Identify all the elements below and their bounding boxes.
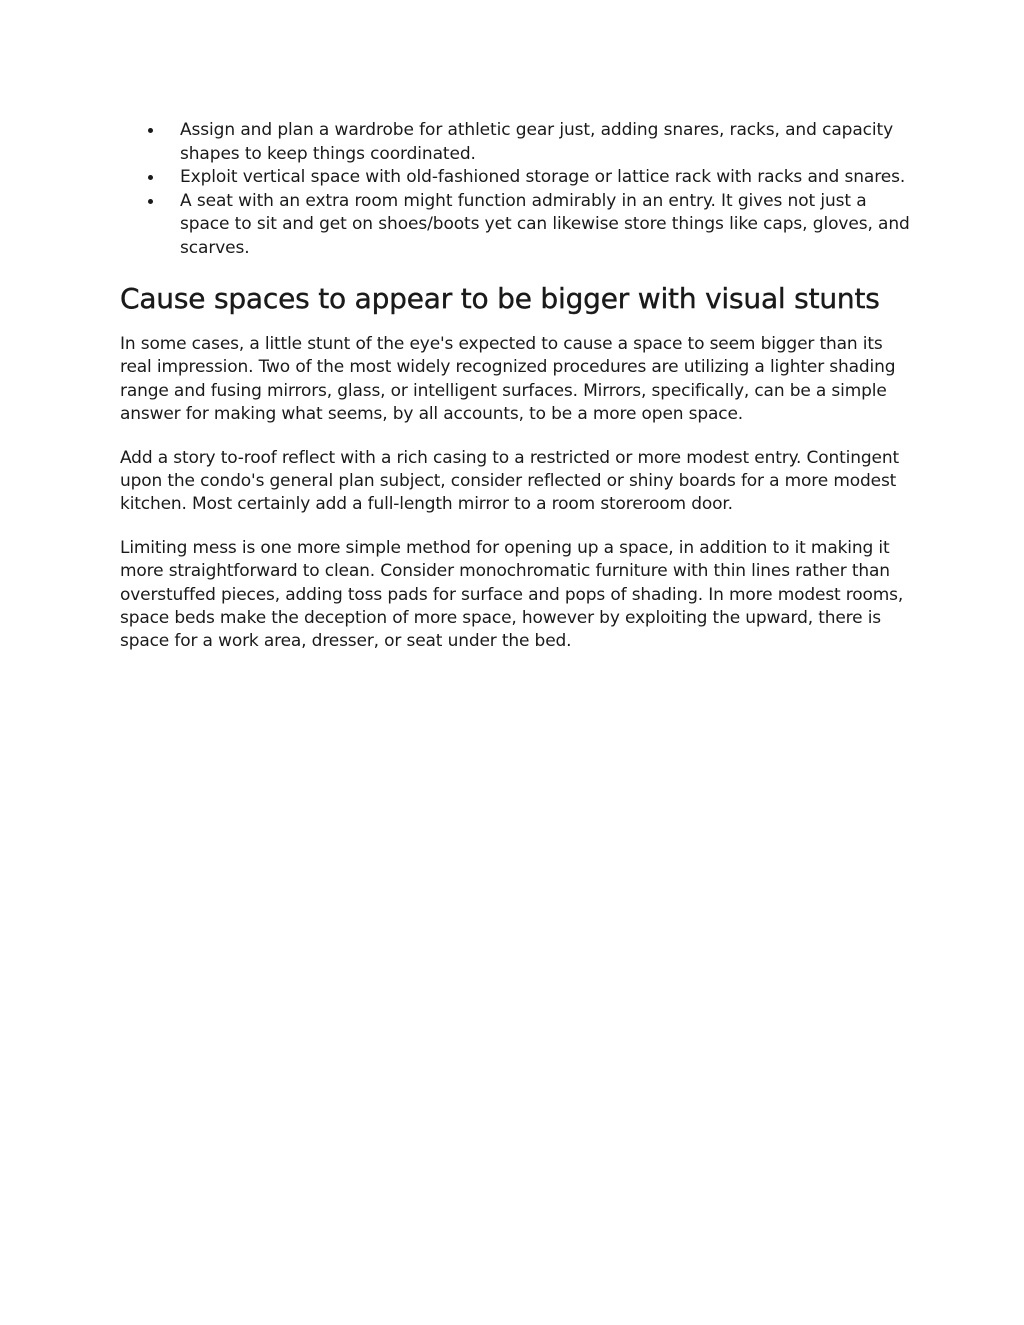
bullet-icon bbox=[148, 128, 153, 133]
list-item bbox=[180, 119, 910, 166]
list-item-text: A seat with an extra room might function admirably in an entry. It gives not just a space to sit and get on shoes/boots yet can likewise store things like caps, gloves, and scarves. bbox=[180, 190, 910, 258]
list-item bbox=[180, 190, 910, 261]
bullet-list bbox=[120, 119, 910, 260]
list-item-text: Assign and plan a wardrobe for athletic gear just, adding snares, racks, and capacity shapes to keep things coordinated. bbox=[180, 120, 894, 164]
list-item-text: Exploit vertical space with old-fashioned storage or lattice rack with racks and snares. bbox=[180, 167, 906, 187]
bullet-icon bbox=[148, 175, 153, 180]
document-page bbox=[120, 119, 910, 674]
bullet-icon bbox=[148, 199, 153, 204]
body-paragraph: Add a story to-roof reflect with a rich casing to a restricted or more modest entry. Contingent upon the condo's general plan subject, consider reflected or shiny boards for a more modest kitchen. Most certainly add a full-length mirror to a room storeroom door. bbox=[120, 447, 899, 515]
body-paragraph: In some cases, a little stunt of the eye's expected to cause a space to seem bigger than its real impression. Two of the most widely recognized procedures are utilizing a lighter shading range and fusing mirrors, glass, or intelligent surfaces. Mirrors, specifically, can be a simple answer for making what seems, by all accounts, to be a more open space. bbox=[120, 334, 896, 425]
section-heading: Cause spaces to appear to be bigger with visual stunts bbox=[120, 282, 880, 315]
list-item bbox=[180, 166, 910, 190]
body-paragraph: Limiting mess is one more simple method for opening up a space, in addition to it making it more straightforward to clean. Consider monochromatic furniture with thin lines rather than overstuffed pieces, adding toss pads for surface and pops of shading. In more modest rooms, space beds make the deception of more space, however by exploiting the upward, there is space for a work area, dresser, or seat under the bed. bbox=[120, 537, 904, 652]
